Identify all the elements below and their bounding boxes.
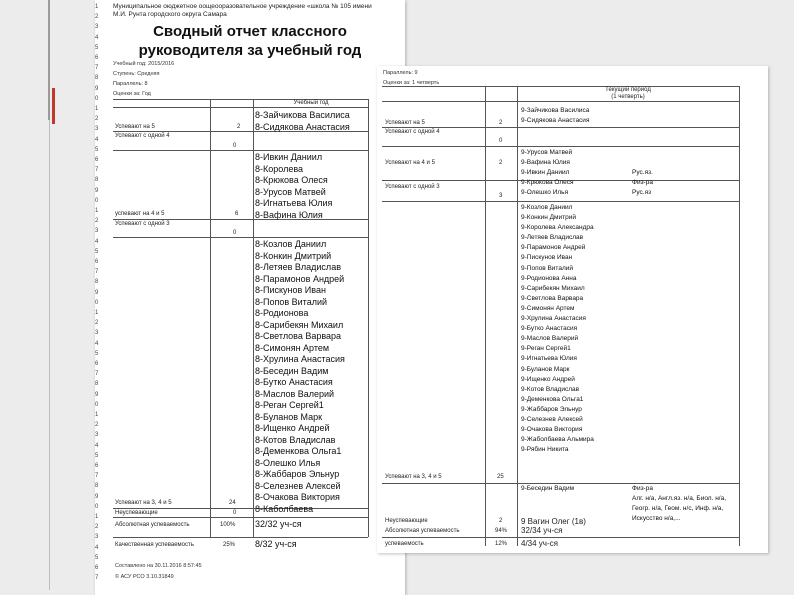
report-sheet-grade-9 (377, 66, 768, 553)
row-count-good: 6 (235, 211, 239, 217)
row-label-one-four: Успевают с одной 4 (385, 129, 440, 135)
names-excellent (255, 110, 350, 133)
student-name: 8-Королева (255, 163, 304, 174)
grid-line (382, 537, 739, 538)
student-name: 8-Крюкова Олеся (255, 175, 328, 185)
row-number: 3 (95, 24, 99, 31)
row-number: 4 (95, 238, 99, 245)
row-number: 0 (95, 299, 99, 306)
row-number: 3 (95, 534, 99, 541)
row-number: 2 (95, 524, 99, 531)
row-count-excellent: 2 (237, 124, 241, 130)
row-number: 0 (95, 95, 99, 102)
student-name: 8-Очакова Виктория (255, 492, 340, 502)
student-name: 9-Деменкова Ольга1 (521, 395, 584, 403)
student-name: 9-Игнатьева Юлия (521, 355, 577, 363)
names-one-three (521, 168, 574, 198)
grid-line (210, 99, 211, 537)
left-accent-gray-line (49, 120, 50, 590)
grid-line (382, 201, 739, 202)
column-header-academic-year: Учебный год (293, 100, 329, 106)
student-name: 8-Светлова Варвара (255, 331, 342, 341)
student-name: 9-Светлова Варвара (521, 294, 584, 302)
row-label-failing: Неуспевающие (115, 510, 158, 516)
row-label-absolute: Абсолютная успеваемость (385, 528, 460, 534)
row-number: 5 (95, 350, 99, 357)
row-count-good: 2 (499, 160, 503, 166)
names-good (255, 152, 332, 221)
student-name: 9-Конкин Дмитрий (521, 214, 576, 222)
row-number: 9 (95, 493, 99, 500)
student-name: 9-Ищенко Андрей (521, 375, 575, 383)
row-label-good: успевают на 4 и 5 (115, 211, 165, 217)
row-number: 3 (95, 432, 99, 439)
grid-line (253, 99, 254, 537)
row-label-excellent: Успевают на 5 (115, 124, 155, 130)
student-name: 8-Пискунов Иван (255, 285, 326, 295)
row-number: 8 (95, 75, 99, 82)
report-title-line1: Сводный отчет классного (153, 23, 347, 40)
student-name: 8-Парамонов Андрей (255, 273, 345, 284)
student-name: 8-Ищенко Андрей (255, 423, 330, 433)
student-name: 8-Селезнев Алексей (255, 480, 341, 491)
grid-line (382, 127, 739, 128)
row-number: 4 (95, 544, 99, 551)
footer-compiled: Составлено на 30.11.2016 8:57:45 (115, 563, 202, 569)
row-number: 4 (95, 340, 99, 347)
student-name: 9-Сарибекян Михаил (521, 284, 585, 292)
student-name: 9-Королева Александра (521, 224, 594, 232)
report-sheet-grade-8 (95, 0, 405, 595)
subject-name: Физ-ра (632, 179, 653, 187)
row-number: 8 (95, 381, 99, 388)
subject-name: Рус.яз. (632, 169, 653, 176)
row-number: 2 (95, 422, 99, 429)
row-number: 7 (95, 167, 99, 174)
student-name: 8-Хрулина Анастасия (255, 354, 345, 364)
names-good (521, 148, 572, 168)
left-accent-gray-bar (48, 0, 50, 120)
row-pct-absolute: 94% (495, 528, 508, 534)
row-number: 6 (95, 55, 99, 61)
row-label-good: Успевают на 4 и 5 (385, 160, 435, 166)
row-number: 1 (95, 310, 99, 316)
grid-line (113, 107, 368, 108)
grid-line (485, 86, 486, 546)
row-number: 5 (95, 452, 99, 459)
row-count-one-three: 3 (499, 193, 503, 199)
student-name: 9-Маслов Валерий (521, 335, 579, 343)
row-label-satisfactory: Успевают на 3, 4 и 5 (115, 500, 172, 506)
row-label-one-four: Успевают с одной 4 (115, 133, 170, 139)
student-name: 9-Крюкова Олеся (521, 179, 574, 187)
grid-line (739, 86, 740, 546)
student-name: 8-Беседин Вадим (255, 365, 329, 376)
row-count-excellent: 2 (499, 120, 503, 126)
student-name: 8-Вафина Юлия (255, 209, 323, 220)
student-name: 8-Конкин Дмитрий (255, 250, 332, 261)
report-title-line2: руководителя за учебный год (138, 42, 362, 59)
subject-name: Геогр. н/а, Геом. н/с, Инф. н/а, (632, 505, 724, 513)
grid-line (113, 237, 368, 238)
row-number: 3 (95, 126, 99, 133)
names-satisfactory (521, 203, 594, 455)
left-accent-red-bar (52, 88, 55, 124)
row-number: 4 (95, 34, 99, 41)
grid-line (368, 99, 369, 537)
names-excellent (521, 106, 589, 126)
student-name: 9-Ивкин Даниил (521, 169, 570, 176)
row-number: 9 (95, 289, 99, 296)
row-number: 9 (95, 85, 99, 92)
column-header-period: Текущий период (605, 87, 651, 93)
student-name: 9-Жаболбаева Альмира (521, 436, 594, 444)
subjects-failing (632, 484, 726, 524)
row-number: 6 (95, 157, 99, 163)
subjects-one-three (632, 168, 653, 198)
student-name: 8-Игнатьева Юлия (255, 198, 333, 208)
row-label-satisfactory: Успевают на 3, 4 и 5 (385, 474, 442, 480)
student-name: 9-Урусов Матвей (521, 149, 573, 156)
student-name: 9-Симонян Артем (521, 304, 575, 312)
meta-parallel: Параллель: 9 (383, 70, 418, 76)
row-count-satisfactory: 25 (497, 474, 504, 480)
student-name: 9-Летяев Владислав (521, 234, 584, 242)
row-number: 1 (95, 4, 99, 10)
student-name: 8-Деменкова Ольга1 (255, 446, 342, 456)
subject-name: Рус.яз (632, 189, 652, 197)
student-name: 8-Олешко Илья (255, 457, 321, 468)
student-name: 8-Летяев Владислав (255, 262, 341, 272)
student-name: 8-Сидякова Анастасия (255, 121, 350, 132)
row-number: 1 (95, 412, 99, 418)
row-number: 2 (95, 116, 99, 123)
student-name: 9-Бутко Анастасия (521, 325, 578, 333)
row-number: 9 (95, 391, 99, 398)
row-number: 7 (95, 575, 99, 582)
row-number: 6 (95, 259, 99, 265)
names-failing (521, 484, 574, 494)
row-count-satisfactory: 24 (229, 500, 236, 506)
meta-grades-for: Оценки за: 1 четверть (383, 80, 440, 86)
column-header-quarter: (1 четверть) (611, 94, 645, 100)
row-label-quality: успеваемость (385, 541, 424, 547)
student-name: 8-Ивкин Даниил (255, 152, 323, 162)
grid-line (113, 150, 368, 151)
student-name: 8-Жаббаров Эльнур (255, 469, 340, 479)
student-name: 9-Пискунов Иван (521, 254, 573, 262)
student-name: 9-Вафина Юлия (521, 159, 570, 167)
student-name: 9-Беседин Вадим (521, 485, 575, 492)
student-name: 9-Парамонов Андрей (521, 244, 586, 252)
student-name: 9-Рябин Никита (521, 446, 569, 454)
row-number-gutter (95, 0, 107, 595)
row-label-one-three: Успевают с одной 3 (115, 221, 170, 227)
row-number: 8 (95, 177, 99, 184)
school-name: Муниципальное оюджетное оощеооразовательное учреждение «школа № 105 имени М.И. Рунта городского округа Самара (113, 3, 372, 18)
student-name: 9-Попов Виталий (521, 264, 573, 272)
row-count-failing: 0 (233, 510, 237, 516)
student-name: 9-Козлов Даниил (521, 204, 573, 211)
row-number: 5 (95, 248, 99, 255)
footer-copyright: © АСУ РСО 3.10.31849 (115, 574, 174, 580)
student-name: 8-Реган Сергей1 (255, 400, 324, 410)
row-number: 1 (95, 514, 99, 520)
student-name: 8-Родионова (255, 308, 309, 318)
row-number: 0 (95, 197, 99, 204)
row-value-quality: 8/32 уч-ся (255, 539, 297, 549)
student-name: 8-Каболбаева (255, 503, 314, 514)
row-pct-quality: 12% (495, 541, 508, 547)
student-name: 8-Зайчикова Василиса (255, 110, 350, 120)
row-label-failing: Неуспевающие (385, 518, 428, 524)
row-value-absolute: 32/34 уч-ся (521, 526, 563, 535)
row-count-failing: 2 (499, 518, 503, 524)
student-name: 8-Котов Владислав (255, 434, 336, 445)
row-label-one-three: Успевают с одной 3 (385, 184, 440, 190)
grid-line (382, 146, 739, 147)
row-number: 6 (95, 361, 99, 367)
row-count-one-three: 0 (233, 230, 237, 236)
student-name: 9-Котов Владислав (521, 385, 580, 393)
row-number: 1 (95, 208, 99, 214)
student-name: 8-Буланов Марк (255, 411, 323, 422)
student-name: 9-Родионова Анна (521, 274, 577, 282)
student-name: 8-Симонян Артем (255, 342, 330, 353)
student-name: 8-Урусов Матвей (255, 186, 326, 197)
row-number: 3 (95, 228, 99, 235)
student-name: 9-Хрулина Анастасия (521, 315, 586, 323)
subject-name: Физ-ра (632, 485, 653, 492)
student-name: 9-Сидякова Анастасия (521, 117, 590, 125)
student-name: 9-Жаббаров Эльнур (521, 405, 582, 413)
meta-year: Учебный год: 2015/2016 (113, 61, 175, 67)
row-number: 7 (95, 65, 99, 72)
row-number: 7 (95, 473, 99, 480)
row-value-absolute: 32/32 уч-ся (255, 519, 302, 529)
grid-line (517, 86, 518, 546)
grid-line (113, 517, 368, 518)
student-name: 8-Козлов Даниил (255, 239, 327, 249)
grid-line (382, 101, 739, 102)
row-count-one-four: 0 (499, 138, 503, 144)
student-name: 9-Реган Сергей1 (521, 345, 571, 353)
row-number: 0 (95, 503, 99, 510)
row-number: 6 (95, 463, 99, 469)
row-number: 5 (95, 146, 99, 153)
meta-parallel: Параллель: 8 (113, 81, 148, 87)
student-name: 9-Буланов Марк (521, 365, 570, 373)
subject-name: Алг. н/а, Англ.яз. н/а, Биол. н/а, (632, 495, 727, 503)
row-number: 1 (95, 106, 99, 112)
meta-stage: Ступень: Средняя (113, 71, 160, 77)
names-satisfactory (255, 239, 345, 515)
row-number: 2 (95, 218, 99, 225)
row-number: 8 (95, 483, 99, 490)
row-pct-quality: 25% (223, 542, 236, 548)
row-number: 4 (95, 442, 99, 449)
row-number: 9 (95, 187, 99, 194)
row-label-absolute: Абсолютная успеваемость (115, 522, 190, 528)
student-name: 8-Попов Виталий (255, 296, 327, 307)
subject-name: Искусство н/а,... (632, 515, 681, 523)
student-name: 9-Очакова Виктория (521, 426, 583, 434)
row-number: 2 (95, 320, 99, 327)
row-number: 7 (95, 269, 99, 276)
row-number: 5 (95, 44, 99, 51)
row-number: 3 (95, 330, 99, 337)
student-name: 8-Бутко Анастасия (255, 377, 333, 387)
row-value-quality: 4/34 уч-ся (521, 539, 558, 548)
row-number: 4 (95, 136, 99, 143)
row-label-quality: Качественная успеваемость (115, 542, 194, 548)
student-name: 9-Селезнев Алексей (521, 415, 583, 423)
row-number: 5 (95, 554, 99, 561)
failing-student-extra: 9 Вагин Олег (1в) (521, 517, 586, 526)
row-count-one-four: 0 (233, 143, 237, 149)
grid-line (113, 537, 368, 538)
row-pct-absolute: 100% (220, 522, 236, 528)
row-number: 0 (95, 401, 99, 408)
student-name: 9-Олешко Илья (521, 189, 569, 197)
row-number: 7 (95, 371, 99, 378)
student-name: 9-Зайчикова Василиса (521, 107, 590, 114)
row-number: 8 (95, 279, 99, 286)
meta-grades-for: Оценки за: Год (113, 91, 151, 97)
student-name: 8-Сарибекян Михаил (255, 319, 344, 330)
row-number: 2 (95, 14, 99, 21)
row-label-excellent: Успевают на 5 (385, 120, 425, 126)
student-name: 8-Маслов Валерий (255, 388, 335, 399)
row-number: 6 (95, 565, 99, 571)
